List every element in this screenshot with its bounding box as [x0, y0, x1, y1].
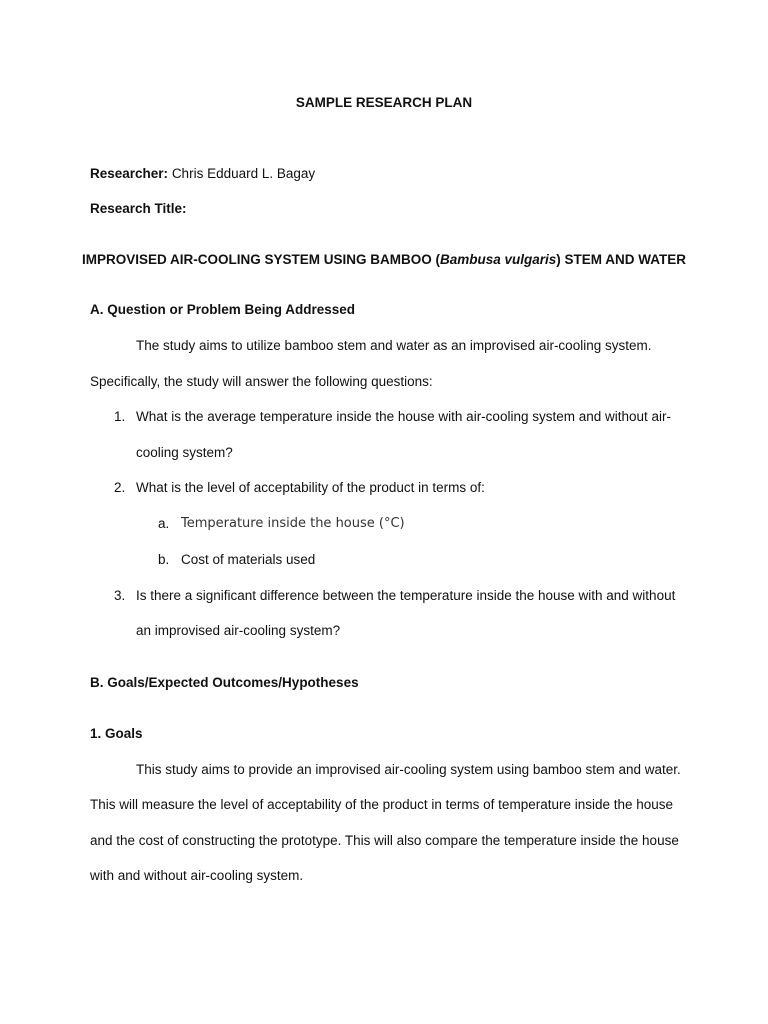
question-2-line1: What is the level of acceptability of the product in terms of:: [136, 480, 485, 495]
question-3-line2: an improvised air-cooling system?: [136, 623, 341, 638]
goals-line-3: and the cost of constructing the prototype. This will also compare the temperature inside the house: [90, 833, 679, 848]
subitem-b-text: Cost of materials used: [181, 552, 316, 567]
question-1-line2: cooling system?: [136, 445, 233, 460]
question-1-number: 1.: [114, 409, 126, 424]
section-a-intro-line2: Specifically, the study will answer the following questions:: [90, 374, 433, 389]
question-3-number: 3.: [114, 588, 126, 603]
goals-line-4: with and without air-cooling system.: [90, 868, 304, 883]
subitem-b-letter: b.: [158, 552, 170, 567]
question-3-line1: Is there a significant difference between the temperature inside the house with and without: [136, 588, 676, 603]
researcher-label: Researcher:: [90, 166, 169, 181]
subitem-a-letter: a.: [158, 516, 170, 531]
question-1-line1: What is the average temperature inside the house with air-cooling system and without air-: [136, 409, 672, 424]
research-title-label: Research Title:: [90, 201, 187, 216]
researcher-line: [90, 165, 315, 183]
document-title: SAMPLE RESEARCH PLAN: [295, 95, 473, 110]
scientific-name: Bambusa vulgaris: [439, 252, 557, 267]
section-b-heading: B. Goals/Expected Outcomes/Hypotheses: [90, 675, 359, 690]
research-title: [0, 251, 768, 269]
researcher-name: Chris Edduard L. Bagay: [171, 166, 316, 181]
research-title-part2: ) STEM AND WATER: [556, 252, 687, 267]
section-a-intro-line1: [136, 337, 678, 355]
research-title-part1: IMPROVISED AIR-COOLING SYSTEM USING BAMBOO (: [81, 252, 440, 267]
question-2-number: 2.: [114, 480, 126, 495]
section-a-heading: A. Question or Problem Being Addressed: [90, 302, 356, 317]
goals-line-1: This study aims to provide an improvised air-cooling system using bamboo stem and water.: [136, 762, 681, 777]
intro-line1-text: The study aims to utilize bamboo stem and water as an improvised air-cooling system.: [136, 338, 652, 353]
goals-heading: 1. Goals: [90, 726, 143, 741]
goals-line-2: This will measure the level of acceptability of the product in terms of temperature inside the house: [90, 797, 674, 812]
subitem-a-text: Temperature inside the house (°C): [181, 516, 405, 531]
